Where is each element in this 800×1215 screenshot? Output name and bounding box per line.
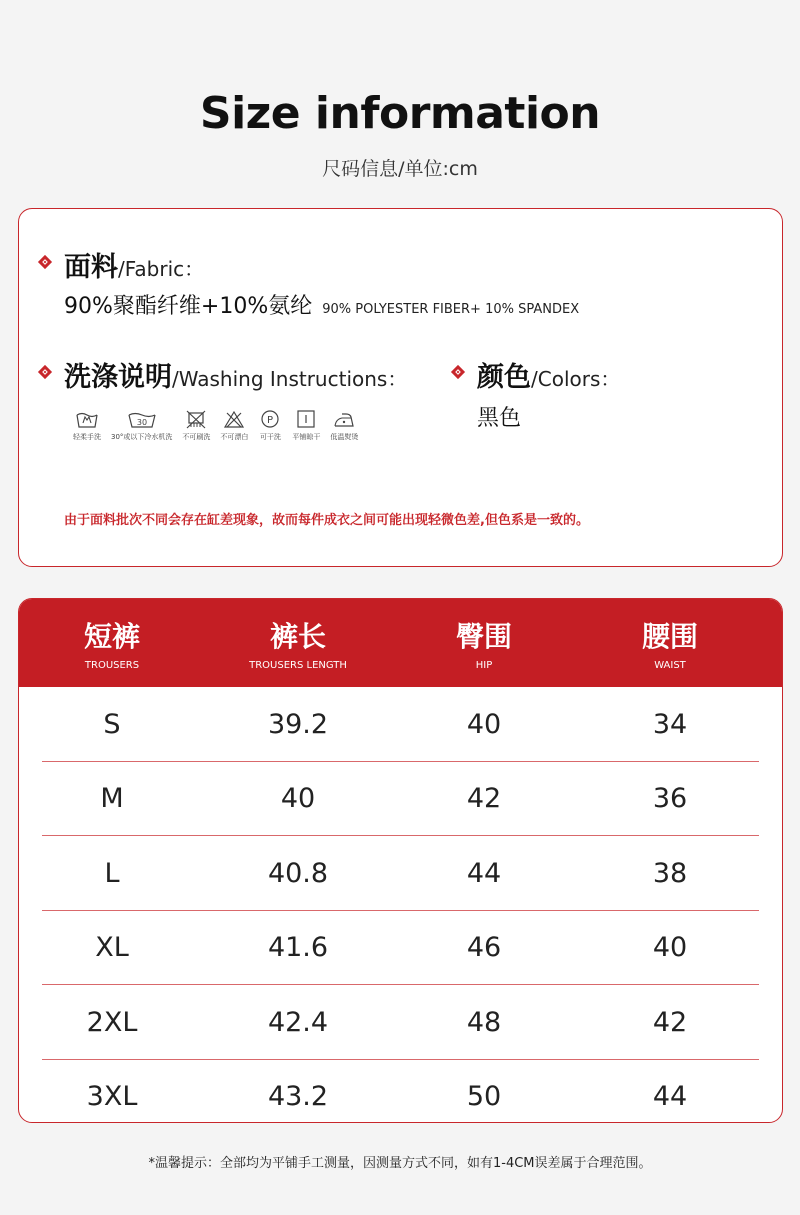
cell-hip: 44 xyxy=(466,857,502,889)
wash-instruction xyxy=(182,409,210,442)
wash-instruction xyxy=(220,409,248,442)
page-title: Size information xyxy=(199,88,601,139)
wash-instruction xyxy=(73,409,101,442)
svg-text:P: P xyxy=(267,415,274,426)
fabric-heading xyxy=(64,245,204,284)
header-cn: 臀围 xyxy=(455,620,512,653)
cell-hip: 42 xyxy=(466,783,502,815)
cell-size: M xyxy=(100,783,124,815)
header-en: TROUSERS LENGTH xyxy=(249,660,347,671)
cell-waist: 42 xyxy=(652,1006,688,1038)
column-header-size xyxy=(19,599,205,687)
measurement-tip: *温馨提示：全部均为平铺手工测量，因测量方式不同，如有1-4CM误差属于合理范围。 xyxy=(148,1156,652,1171)
fabric-value-cn: 90%聚酯纤维+10%氨纶 xyxy=(64,294,313,319)
cell-hip: 40 xyxy=(466,708,502,740)
wash-instruction xyxy=(292,409,320,442)
no-bleach-icon xyxy=(222,409,246,429)
wash-instruction xyxy=(330,409,358,442)
washing-label-en: /Washing Instructions： xyxy=(172,367,408,391)
cell-hip: 48 xyxy=(466,1006,502,1038)
cell-waist: 44 xyxy=(652,1081,688,1113)
fabric-value-en: 90% POLYESTER FIBER+ 10% SPANDEX xyxy=(322,302,580,317)
column-header-length xyxy=(205,599,391,687)
cell-hip: 46 xyxy=(466,932,502,964)
wash-label: 轻柔手洗 xyxy=(73,433,101,441)
column-header-hip xyxy=(391,599,577,687)
wash-30-icon xyxy=(127,409,157,429)
table-row xyxy=(19,762,783,837)
dry-clean-p-icon xyxy=(258,409,282,429)
wash-label: 30°或以下冷水机洗 xyxy=(111,433,173,441)
no-brush-icon xyxy=(184,409,208,429)
wash-label: 平铺晾干 xyxy=(292,433,321,441)
cell-length: 39.2 xyxy=(267,708,329,740)
wash-label: 不可漂白 xyxy=(220,433,249,441)
table-body xyxy=(19,687,783,1123)
header-en: TROUSERS xyxy=(84,660,140,671)
header-cn: 短裤 xyxy=(83,620,140,653)
colors-label-cn: 颜色 xyxy=(477,362,531,393)
cell-size: S xyxy=(103,708,121,740)
flat-dry-icon xyxy=(294,409,318,429)
fabric-label-cn: 面料 xyxy=(64,252,118,283)
table-row xyxy=(19,911,783,986)
svg-text:30: 30 xyxy=(136,418,147,427)
header-cn: 腰围 xyxy=(641,620,698,653)
cell-length: 40.8 xyxy=(267,857,329,889)
cell-size: XL xyxy=(95,932,129,964)
header-en: HIP xyxy=(475,660,493,671)
cell-waist: 38 xyxy=(652,857,688,889)
fabric-value xyxy=(64,289,579,320)
wash-label: 低温熨烫 xyxy=(330,433,359,441)
diamond-bullet-icon xyxy=(38,255,52,269)
low-iron-icon xyxy=(332,409,356,429)
header-en: WAIST xyxy=(654,660,686,671)
cell-waist: 36 xyxy=(652,783,688,815)
cell-length: 41.6 xyxy=(267,932,329,964)
hand-wash-icon xyxy=(75,409,99,429)
washing-heading xyxy=(64,355,407,394)
page-subtitle: 尺码信息/单位:cm xyxy=(322,158,478,180)
wash-label: 不可刷洗 xyxy=(182,433,211,441)
header-cn: 裤长 xyxy=(269,620,326,653)
color-difference-note: 由于面料批次不同会存在缸差现象，故而每件成衣之间可能出现轻微色差,但色系是一致的。 xyxy=(64,513,589,528)
product-info-card xyxy=(18,208,783,567)
color-value: 黑色 xyxy=(477,406,522,431)
washing-label-cn: 洗涤说明 xyxy=(64,362,172,393)
colors-label-en: /Colors： xyxy=(531,367,621,391)
cell-waist: 40 xyxy=(652,932,688,964)
table-header xyxy=(19,599,783,687)
cell-waist: 34 xyxy=(652,708,688,740)
diamond-bullet-icon xyxy=(451,365,465,379)
wash-instruction xyxy=(258,409,282,442)
table-row xyxy=(19,1060,783,1124)
fabric-label-en: /Fabric： xyxy=(118,257,205,281)
diamond-bullet-icon xyxy=(38,365,52,379)
table-row xyxy=(19,985,783,1060)
cell-length: 42.4 xyxy=(267,1006,329,1038)
table-row xyxy=(19,836,783,911)
cell-size: 2XL xyxy=(86,1006,138,1038)
size-table xyxy=(18,598,783,1123)
washing-icons xyxy=(73,409,368,442)
table-row xyxy=(19,687,783,762)
cell-length: 43.2 xyxy=(267,1081,329,1113)
cell-length: 40 xyxy=(280,783,316,815)
cell-size: L xyxy=(104,857,120,889)
wash-label: 可干洗 xyxy=(259,433,281,441)
column-header-waist xyxy=(577,599,763,687)
colors-heading xyxy=(477,355,620,394)
cell-hip: 50 xyxy=(466,1081,502,1113)
wash-instruction xyxy=(111,409,172,442)
cell-size: 3XL xyxy=(86,1081,138,1113)
